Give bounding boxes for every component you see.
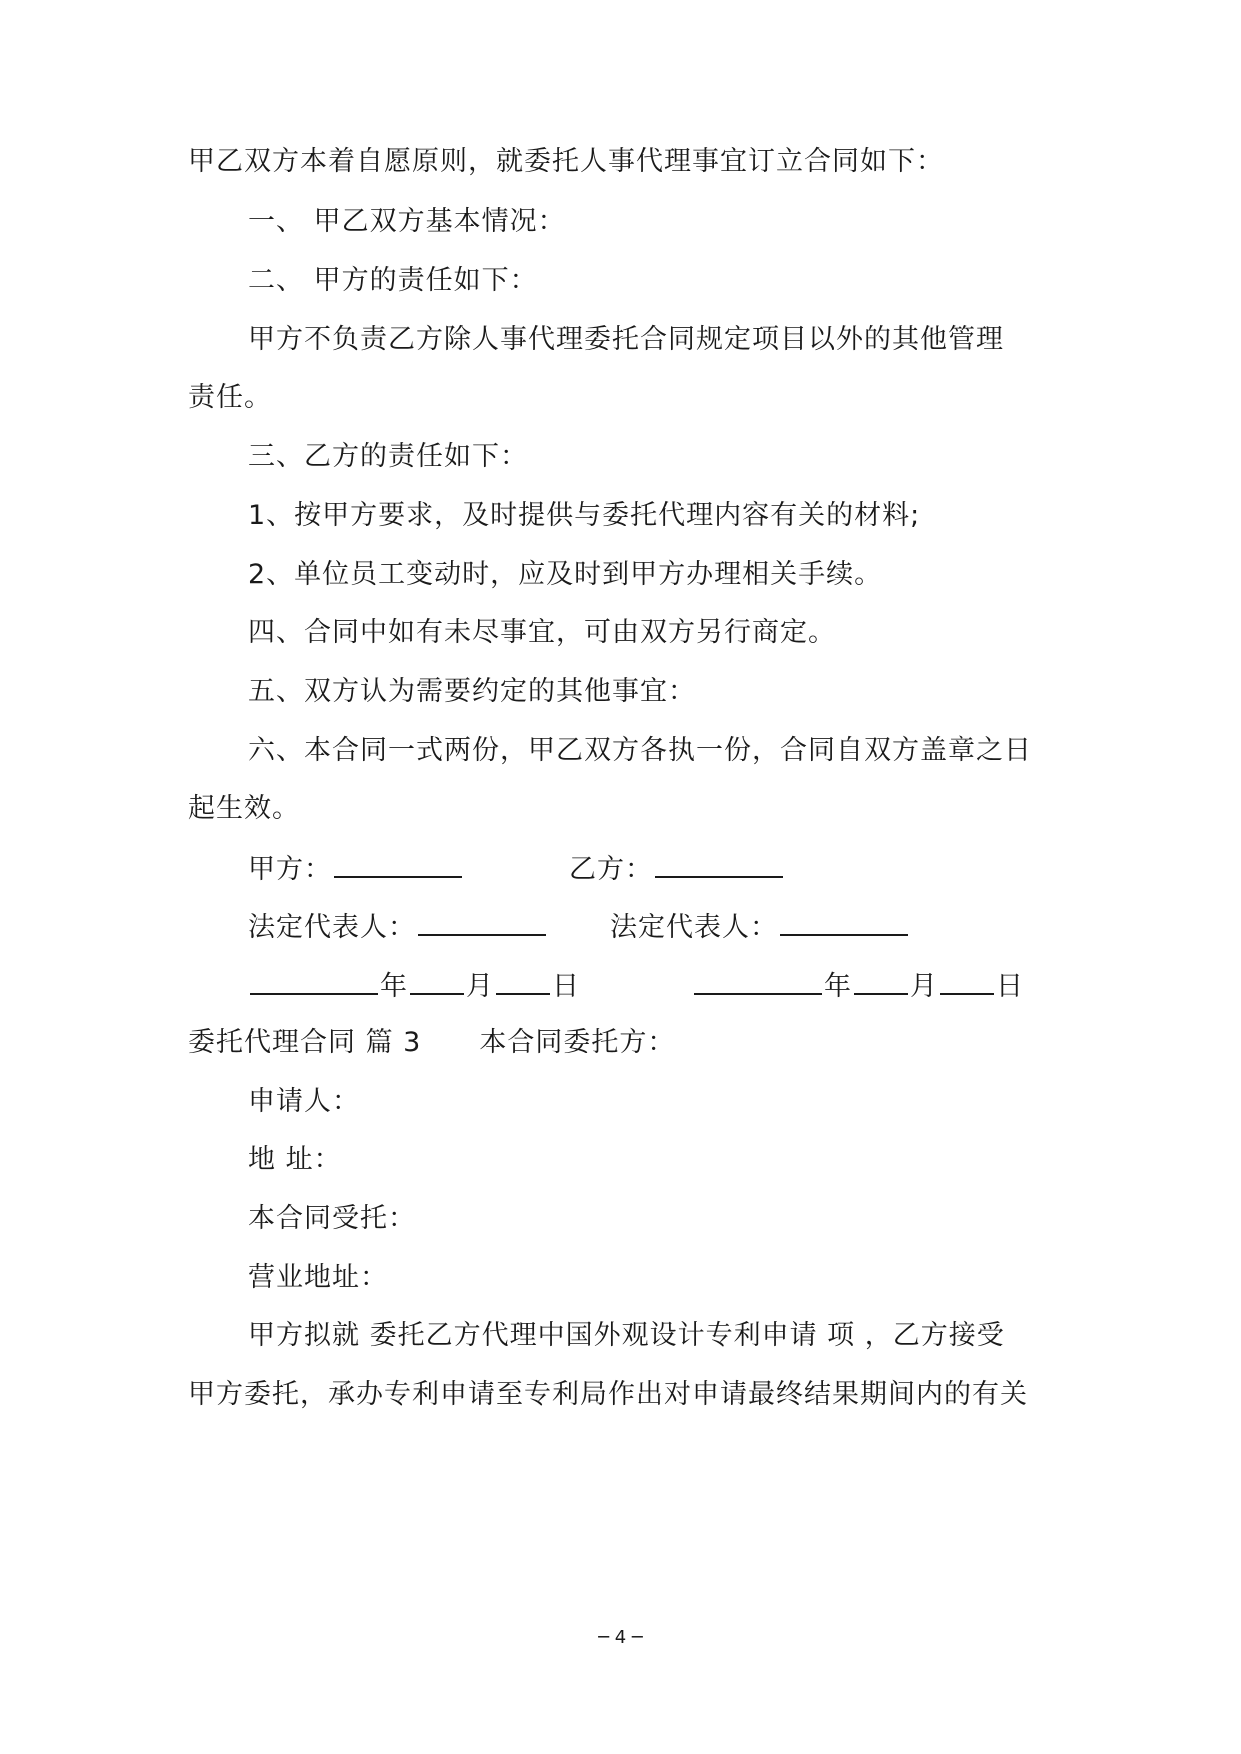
date-b-year-blank bbox=[694, 965, 822, 995]
clause-6: 六、本合同一式两份，甲乙双方各执一份，合同自双方盖章之日 bbox=[248, 735, 1032, 766]
date-b-day: 日 bbox=[996, 971, 1024, 1002]
date-a-day: 日 bbox=[552, 971, 580, 1002]
paragraph-intro: 甲乙双方本着自愿原则，就委托人事代理事宜订立合同如下： bbox=[188, 146, 944, 177]
section-3-title-row bbox=[188, 1023, 675, 1063]
clause-2-text: 甲方不负责乙方除人事代理委托合同规定项目以外的其他管理 bbox=[248, 324, 1004, 355]
rep-a-blank bbox=[418, 906, 546, 936]
party-a-blank bbox=[334, 848, 462, 878]
signature-reps-row bbox=[248, 906, 910, 948]
date-a-month-blank bbox=[410, 965, 464, 995]
signature-parties-row bbox=[248, 848, 785, 890]
clause-3-item-2: 2、单位员工变动时，应及时到甲方办理相关手续。 bbox=[248, 559, 883, 590]
rep-b-label: 法定代表人： bbox=[610, 912, 778, 943]
clause-4: 四、合同中如有未尽事宜，可由双方另行商定。 bbox=[248, 617, 836, 648]
party-b-blank bbox=[655, 848, 783, 878]
party-b-label: 乙方： bbox=[569, 854, 653, 885]
agent-field: 本合同受托： bbox=[248, 1203, 416, 1234]
section-3-title: 委托代理合同 篇 3 bbox=[188, 1027, 422, 1058]
date-a-year: 年 bbox=[380, 971, 408, 1002]
rep-a-label: 法定代表人： bbox=[248, 912, 416, 943]
date-a-day-blank bbox=[496, 965, 550, 995]
rep-b-blank bbox=[780, 906, 908, 936]
page-number: ─ 4 ─ bbox=[598, 1627, 643, 1648]
date-a-year-blank bbox=[250, 965, 378, 995]
party-a-label: 甲方： bbox=[248, 854, 332, 885]
date-a-month: 月 bbox=[466, 971, 494, 1002]
clause-2-heading: 二、 甲方的责任如下： bbox=[248, 265, 538, 296]
clause-6-cont: 起生效。 bbox=[188, 793, 300, 824]
section-3-body: 甲方拟就 委托乙方代理中国外观设计专利申请 项 ，乙方接受 bbox=[248, 1320, 1005, 1351]
address-field: 地 址： bbox=[248, 1144, 342, 1175]
clause-5: 五、双方认为需要约定的其他事宜： bbox=[248, 676, 696, 707]
clause-2-text-cont: 责任。 bbox=[188, 382, 272, 413]
date-b-month: 月 bbox=[910, 971, 938, 1002]
applicant-field: 申请人： bbox=[248, 1086, 360, 1117]
signature-dates-row bbox=[248, 965, 1024, 1007]
business-address-field: 营业地址： bbox=[248, 1262, 388, 1293]
date-b-month-blank bbox=[854, 965, 908, 995]
client-intro: 本合同委托方： bbox=[479, 1027, 676, 1058]
clause-1-heading: 一、 甲乙双方基本情况： bbox=[248, 206, 566, 237]
date-b-day-blank bbox=[940, 965, 994, 995]
date-b-year: 年 bbox=[824, 971, 852, 1002]
clause-3-item-1: 1、按甲方要求，及时提供与委托代理内容有关的材料; bbox=[248, 500, 921, 531]
section-3-body-cont: 甲方委托，承办专利申请至专利局作出对申请最终结果期间内的有关 bbox=[188, 1379, 1028, 1410]
clause-3-heading: 三、乙方的责任如下： bbox=[248, 441, 528, 472]
